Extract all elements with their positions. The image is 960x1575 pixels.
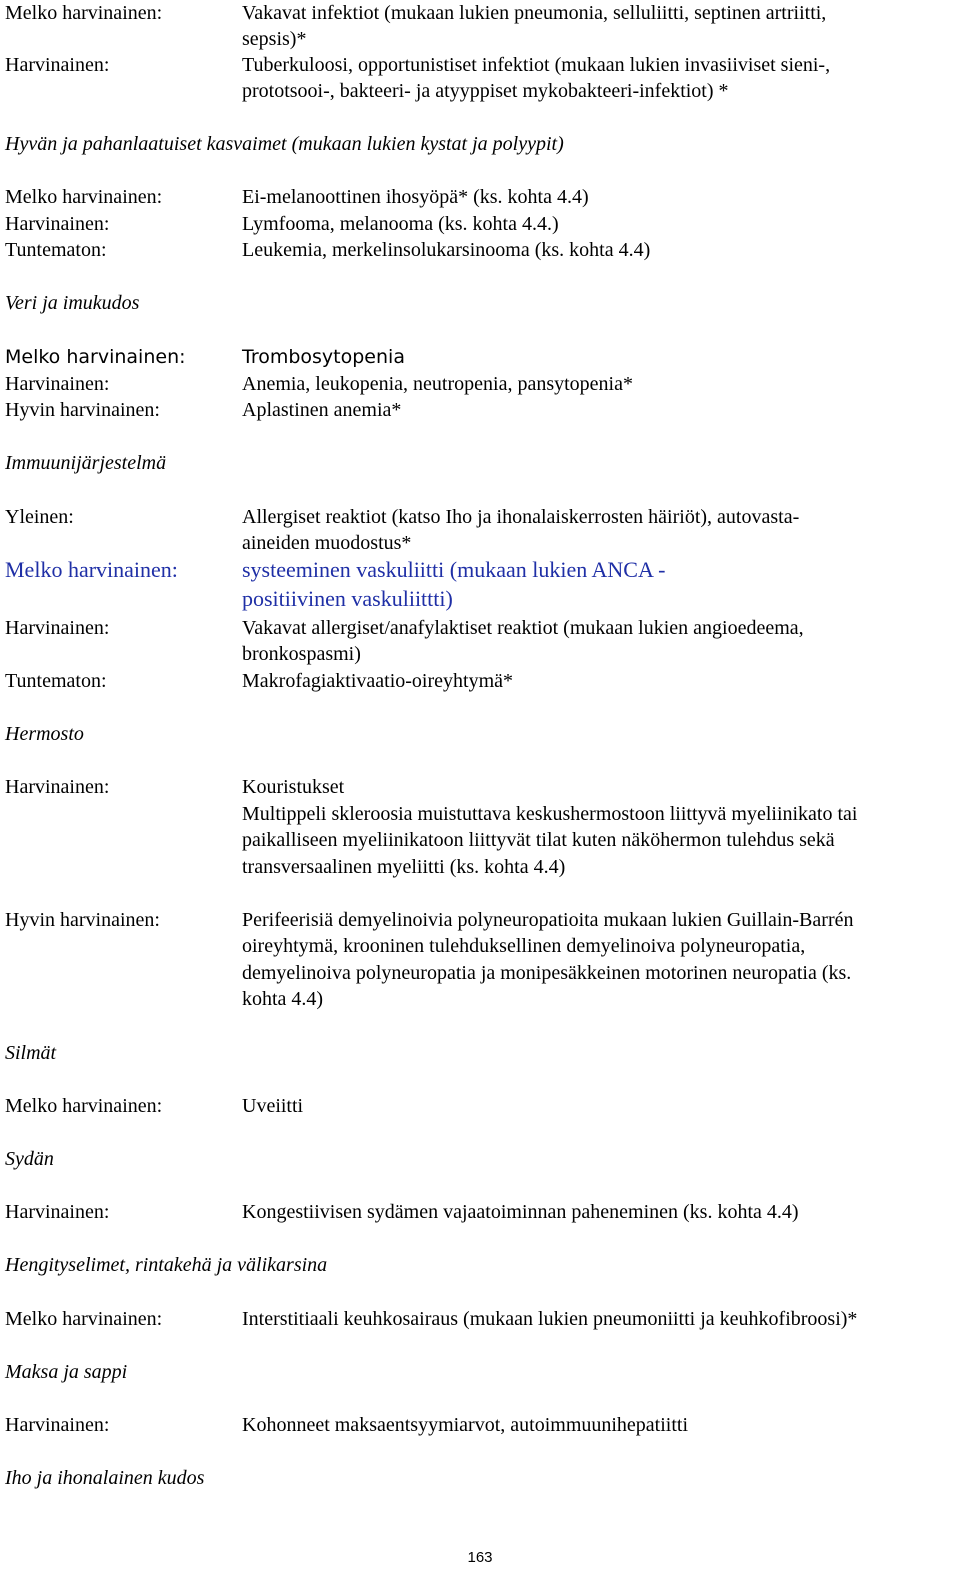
section-heading: Immuunijärjestelmä [5, 452, 167, 474]
reaction-text: sepsis)* [242, 28, 307, 50]
reaction-text: paikalliseen myeliinikatoon liittyvät tilat kuten näköhermon tulehdus sekä [242, 829, 835, 851]
frequency-label: Melko harvinainen: [5, 1308, 163, 1330]
section-heading: Hermosto [5, 723, 84, 745]
reaction-text: Leukemia, merkelinsolukarsinooma (ks. kohta 4.4) [242, 239, 651, 261]
section-heading: Sydän [5, 1148, 54, 1170]
reaction-text: Anemia, leukopenia, neutropenia, pansytopenia* [242, 373, 633, 395]
reaction-text: Makrofagiaktivaatio-oireyhtymä* [242, 670, 514, 692]
reaction-text: positiivinen vaskuliittti) [242, 586, 453, 611]
frequency-label: Hyvin harvinainen: [5, 909, 160, 931]
reaction-text: kohta 4.4) [242, 988, 324, 1010]
frequency-label: Melko harvinainen: [5, 1095, 163, 1117]
reaction-text: prototsooi-, bakteeri- ja atyyppiset mykobakteeri-infektiot) * [242, 80, 729, 102]
section-heading: Hyvän ja pahanlaatuiset kasvaimet (mukaan lukien kystat ja polyypit) [5, 133, 564, 155]
frequency-label: Harvinainen: [5, 54, 110, 76]
reaction-text: Vakavat infektiot (mukaan lukien pneumonia, selluliitti, septinen artriitti, [242, 2, 827, 24]
frequency-label: Yleinen: [5, 506, 74, 528]
section-heading: Hengityselimet, rintakehä ja välikarsina [5, 1254, 328, 1276]
frequency-label: Harvinainen: [5, 1414, 110, 1436]
reaction-text: Allergiset reaktiot (katso Iho ja ihonalaiskerrosten häiriöt), autovasta- [242, 506, 800, 528]
frequency-label: Harvinainen: [5, 776, 110, 798]
reaction-text: Uveiitti [242, 1095, 304, 1117]
section-heading: Iho ja ihonalainen kudos [5, 1467, 205, 1489]
reaction-text: Kouristukset [242, 776, 345, 798]
reaction-text: Lymfooma, melanooma (ks. kohta 4.4.) [242, 213, 559, 235]
reaction-text: demyelinoiva polyneuropatia ja monipesäkkeinen motorinen neuropatia (ks. [242, 962, 852, 984]
section-heading: Silmät [5, 1042, 57, 1064]
frequency-label: Tuntematon: [5, 670, 107, 692]
frequency-label: Harvinainen: [5, 213, 110, 235]
reaction-text: Kohonneet maksaentsyymiarvot, autoimmuunihepatiitti [242, 1414, 689, 1436]
reaction-text: aineiden muodostus* [242, 532, 412, 554]
reaction-text: transversaalinen myeliitti (ks. kohta 4.4) [242, 856, 566, 878]
reaction-text: Kongestiivisen sydämen vajaatoiminnan paheneminen (ks. kohta 4.4) [242, 1201, 799, 1223]
section-heading: Maksa ja sappi [5, 1361, 128, 1383]
reaction-text: Perifeerisiä demyelinoivia polyneuropatioita mukaan lukien Guillain-Barrén [242, 909, 854, 931]
reaction-text: Vakavat allergiset/anafylaktiset reaktiot (mukaan lukien angioedeema, [242, 617, 804, 639]
reaction-text: Ei-melanoottinen ihosyöpä* (ks. kohta 4.4) [242, 186, 589, 208]
frequency-label: Melko harvinainen: [5, 2, 163, 24]
reaction-text: bronkospasmi) [242, 643, 361, 665]
frequency-label: Melko harvinainen: [5, 186, 163, 208]
reaction-text: Trombosytopenia [242, 346, 405, 368]
reaction-text: systeeminen vaskuliitti (mukaan lukien ANCA - [242, 557, 666, 582]
reaction-text: Tuberkuloosi, opportunistiset infektiot (mukaan lukien invasiiviset sieni-, [242, 54, 831, 76]
frequency-label: Harvinainen: [5, 373, 110, 395]
frequency-label: Melko harvinainen: [5, 346, 186, 368]
frequency-label: Hyvin harvinainen: [5, 399, 160, 421]
reaction-text: Multippeli skleroosia muistuttava keskushermostoon liittyvä myeliinikato tai [242, 803, 858, 825]
frequency-label: Harvinainen: [5, 617, 110, 639]
frequency-label: Melko harvinainen: [5, 557, 178, 582]
section-heading: Veri ja imukudos [5, 292, 140, 314]
frequency-label: Tuntematon: [5, 239, 107, 261]
page-number: 163 [467, 1549, 493, 1566]
reaction-text: Aplastinen anemia* [242, 399, 402, 421]
reaction-text: oireyhtymä, krooninen tulehduksellinen demyelinoiva polyneuropatia, [242, 935, 806, 957]
frequency-label: Harvinainen: [5, 1201, 110, 1223]
reaction-text: Interstitiaali keuhkosairaus (mukaan lukien pneumoniitti ja keuhkofibroosi)* [242, 1308, 858, 1330]
